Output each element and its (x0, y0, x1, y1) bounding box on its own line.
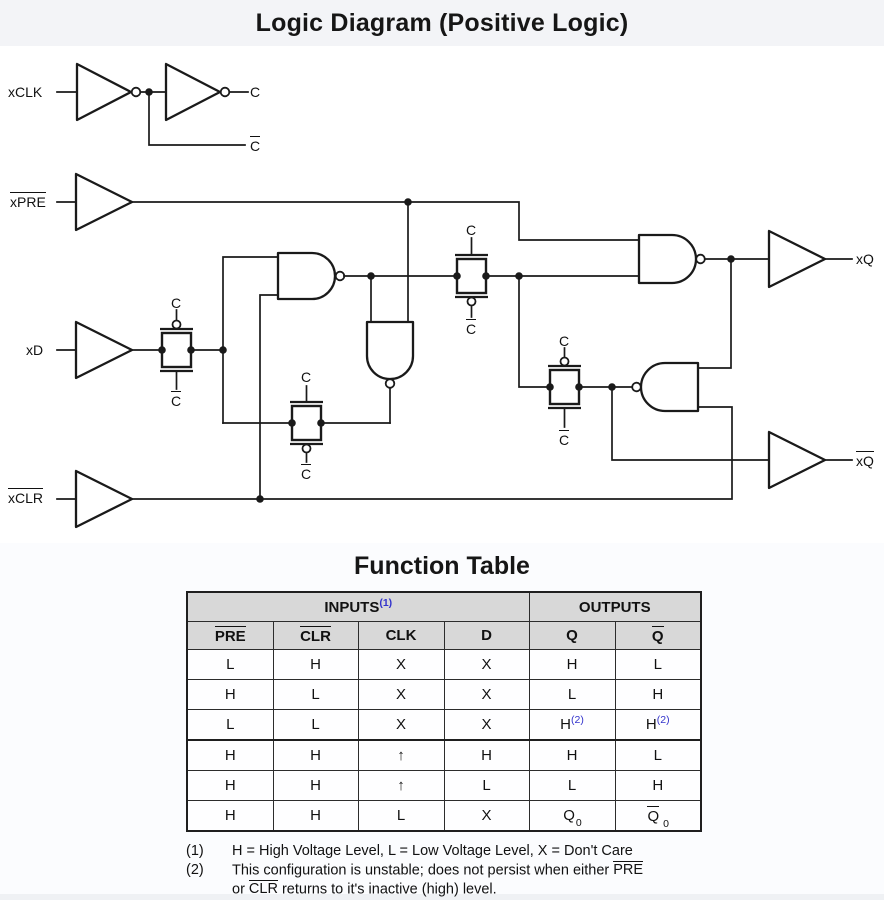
cell-text: L (653, 656, 662, 673)
column-header (358, 622, 444, 650)
table-cell (529, 771, 615, 801)
cell-text: H (481, 747, 492, 764)
qbar-buffer (769, 432, 825, 488)
inverter-2-bubble (221, 88, 230, 97)
label-xpre: xPRE (10, 193, 46, 210)
nand-gate-4 (641, 363, 698, 411)
cell-text: X (481, 686, 492, 703)
table-cell (444, 740, 529, 771)
cell-text: H (652, 777, 664, 794)
cell-text: H (652, 686, 664, 703)
q-output-buffer (769, 231, 852, 287)
cell-text: Q (647, 807, 660, 825)
transmission-gate-slave (546, 348, 583, 427)
footnote-text (232, 842, 633, 861)
label-xq-bar: xQ (856, 452, 874, 469)
table-cell (444, 710, 529, 741)
cell-text: L (226, 716, 235, 733)
table-cell (273, 650, 358, 680)
table-cell (187, 801, 273, 832)
overlined-text: PRE (613, 862, 644, 878)
cell-text: X (481, 716, 492, 733)
clr-input-buffer (57, 407, 732, 527)
cell-text: Q (651, 627, 664, 645)
table-cell (444, 680, 529, 710)
transmission-gate-master-feedback (288, 386, 325, 462)
cell-text: L (396, 807, 406, 824)
cell-text: L (482, 777, 491, 794)
cell-text: H (566, 656, 578, 673)
d-buffer (76, 322, 132, 378)
master-nand-1 (219, 253, 457, 499)
transmission-gate-d (158, 310, 195, 389)
table-cell (529, 710, 615, 741)
nand-1-bubble (336, 272, 345, 281)
group-header (529, 592, 701, 622)
cell-text: H (560, 716, 571, 733)
footnotes (186, 842, 643, 899)
tg1-cbar-label: C (170, 392, 182, 409)
table-cell (187, 710, 273, 741)
footnote-text (232, 861, 643, 899)
function-table-title: Function Table (354, 552, 530, 580)
text-segment: or (232, 881, 249, 897)
label-xq: xQ (856, 251, 874, 267)
column-header-row (187, 622, 701, 650)
nand-4-bubble (632, 383, 641, 392)
column-header (187, 622, 273, 650)
cell-text: X (395, 656, 406, 673)
cell-text: X (395, 686, 406, 703)
nand-2-bubble (386, 379, 395, 388)
cell-text: Q (563, 807, 575, 824)
table-cell (358, 801, 444, 832)
table-cell (358, 650, 444, 680)
subscript: 0 (575, 817, 582, 829)
transmission-gate-master (453, 238, 490, 317)
tg-slave-bubble (561, 358, 569, 366)
column-header (273, 622, 358, 650)
column-header (444, 622, 529, 650)
table-cell (273, 710, 358, 741)
pre-input-buffer (57, 174, 639, 322)
cell-text: OUTPUTS (578, 598, 651, 616)
table-cell (358, 740, 444, 771)
nand-gate-2 (367, 322, 413, 379)
clr-buffer (76, 471, 132, 527)
cell-text: H (645, 716, 657, 733)
cell-text: D (481, 627, 492, 644)
table-cell (358, 680, 444, 710)
tg-master-bubble (468, 298, 476, 306)
table-cell (187, 740, 273, 771)
function-table (186, 591, 702, 832)
table-cell (187, 650, 273, 680)
table-cell (444, 771, 529, 801)
table-cell (615, 680, 701, 710)
cell-text: H (310, 656, 321, 673)
cell-text: H (224, 807, 236, 824)
cell-text: L (311, 716, 320, 733)
table-row (187, 740, 701, 771)
subscript: 0 (663, 817, 669, 830)
table-cell (615, 740, 701, 771)
cell-text: L (226, 656, 235, 673)
cell-text: PRE (214, 627, 246, 645)
tg4-cbar-label: C (558, 431, 570, 448)
slave-feedback-nand (579, 363, 769, 460)
clock-inverter-chain (57, 64, 248, 145)
tg3-c-label: C (300, 369, 312, 385)
cell-text: INPUTS (324, 598, 380, 616)
cell-text: ↑ (397, 747, 405, 764)
table-row (187, 650, 701, 680)
footnote-ref: (1) (379, 596, 393, 609)
footnote-line (232, 842, 633, 861)
table-cell (358, 771, 444, 801)
table-cell (273, 740, 358, 771)
table-row (187, 771, 701, 801)
function-table-head (187, 592, 701, 650)
cell-text: H (224, 777, 236, 794)
cell-text: H (310, 777, 321, 794)
diagram-title: Logic Diagram (Positive Logic) (255, 8, 629, 37)
footnote-line (232, 861, 643, 880)
label-xd: xD (26, 342, 44, 358)
text-segment: H = High Voltage Level, L = Low Voltage Level, X = Don't Care (232, 843, 633, 859)
tg3-cbar-label: C (300, 465, 312, 482)
footnote-ref: (2) (571, 714, 584, 726)
qbar-output-buffer (769, 432, 852, 488)
cell-text: L (653, 747, 662, 764)
label-xclk: xCLK (8, 84, 43, 100)
table-cell (615, 650, 701, 680)
output-nand (639, 235, 769, 368)
table-cell (529, 740, 615, 771)
footnote (186, 861, 643, 899)
table-cell (615, 771, 701, 801)
cell-text: L (567, 777, 577, 794)
d-input-buffer (57, 322, 223, 378)
function-table-body (187, 650, 701, 832)
nand-gate-1 (278, 253, 335, 299)
tg-d-bubble (173, 321, 181, 329)
nand-3-bubble (696, 255, 705, 264)
table-cell (444, 650, 529, 680)
cell-text: CLK (385, 627, 417, 644)
cell-text: CLR (300, 627, 331, 645)
table-cell (358, 710, 444, 741)
inverter-2 (166, 64, 220, 120)
tg2-cbar-label: C (465, 320, 477, 337)
cell-text: X (395, 716, 406, 733)
cell-text: H (224, 747, 236, 764)
cell-text: H (310, 807, 321, 824)
footnote-ref: (2) (656, 714, 670, 726)
footnote-marker: (1) (186, 843, 204, 859)
nand-gate-3 (639, 235, 696, 283)
table-cell (187, 680, 273, 710)
q-buffer (769, 231, 825, 287)
table-row (187, 801, 701, 832)
tg2-c-label: C (465, 222, 477, 238)
table-cell (615, 710, 701, 741)
table-cell (529, 650, 615, 680)
inverter-1 (77, 64, 131, 120)
tg4-c-label: C (558, 333, 570, 349)
text-segment: returns to it's inactive (high) level. (277, 881, 497, 897)
table-row (187, 680, 701, 710)
footnote (186, 842, 643, 861)
pre-buffer (76, 174, 132, 230)
table-row (187, 710, 701, 741)
table-cell (187, 771, 273, 801)
cell-text: H (224, 686, 236, 703)
inverter-1-bubble (132, 88, 141, 97)
cell-text: L (311, 686, 320, 703)
table-cell (615, 801, 701, 832)
label-c-bar: C (250, 137, 261, 154)
table-cell (529, 801, 615, 832)
footnote-line (232, 880, 643, 899)
tg-feedback-bubble (303, 445, 311, 453)
cell-text: H (566, 747, 578, 764)
table-cell (273, 801, 358, 832)
cell-text: ↑ (397, 777, 405, 794)
overlined-text: CLR (248, 881, 278, 897)
cell-text: L (567, 686, 577, 703)
label-xclr: xCLR (8, 489, 44, 506)
cell-text: X (481, 656, 492, 673)
text-segment: This configuration is unstable; does not persist when either (232, 862, 614, 878)
table-cell (273, 771, 358, 801)
table-cell (273, 680, 358, 710)
cell-text: X (481, 807, 492, 824)
group-header-row (187, 592, 701, 622)
group-header (187, 592, 529, 622)
cell-text: H (310, 747, 321, 764)
table-cell (444, 801, 529, 832)
footnote-marker: (2) (186, 861, 204, 878)
cell-text: Q (566, 627, 578, 644)
column-header (529, 622, 615, 650)
column-header (615, 622, 701, 650)
tg1-c-label: C (170, 295, 182, 311)
label-c: C (250, 84, 261, 100)
table-cell (529, 680, 615, 710)
